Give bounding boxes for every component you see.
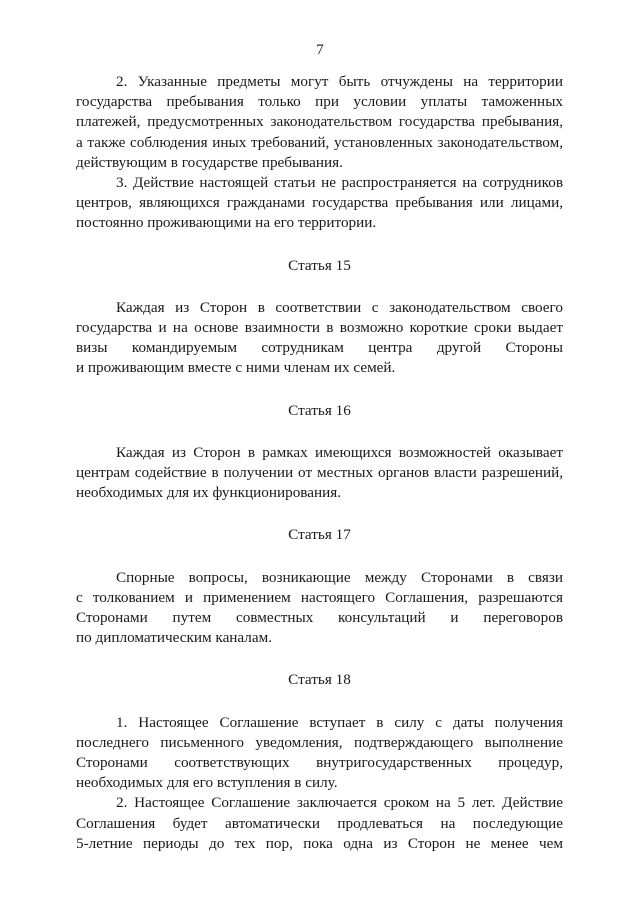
- paragraph-line: 1. Настоящее Соглашение вступает в силу с даты получения: [116, 713, 563, 731]
- paragraph: [76, 173, 563, 234]
- paragraph-line: платежей, предусмотренных законодательством государства пребывания,: [76, 113, 563, 131]
- spacer: [76, 546, 563, 568]
- paragraph-line: Сторонами соответствующих внутригосударственных процедур,: [76, 754, 563, 772]
- spacer: [76, 691, 563, 713]
- paragraph-line: постоянно проживающими на его территории.: [76, 214, 377, 232]
- paragraph-line: государства и на основе взаимности в возможно короткие сроки выдает: [76, 319, 563, 337]
- paragraph-line: центрам содействие в получении от местных органов власти разрешений,: [76, 464, 563, 482]
- paragraph-line: последнего письменного уведомления, подтверждающего выполнение: [76, 733, 563, 751]
- paragraph-line: Каждая из Сторон в соответствии с законодательством своего: [116, 298, 563, 316]
- spacer: [76, 503, 563, 525]
- spacer: [76, 379, 563, 401]
- paragraph: [76, 568, 563, 649]
- spacer: [76, 276, 563, 298]
- paragraph: [76, 443, 563, 504]
- paragraph: [76, 298, 563, 379]
- spacer: [76, 648, 563, 670]
- paragraph-line: 2. Указанные предметы могут быть отчуждены на территории: [116, 73, 563, 90]
- paragraph-line: визы командируемым сотрудникам центра другой Стороны: [76, 339, 563, 357]
- article-heading: Статья 17: [288, 526, 351, 544]
- paragraph-line: по дипломатическим каналам.: [76, 629, 273, 647]
- document-body: [76, 72, 563, 854]
- page-number: 7: [316, 42, 324, 58]
- article-heading: Статья 18: [288, 671, 351, 689]
- paragraph: [76, 793, 563, 854]
- spacer: [76, 234, 563, 256]
- paragraph-line: и проживающим вместе с ними членам их семей.: [76, 359, 396, 377]
- paragraph-line: Соглашения будет автоматически продлеваться на последующие: [76, 814, 563, 832]
- paragraph-line: государства пребывания только при условии уплаты таможенных: [76, 93, 563, 111]
- spacer: [76, 421, 563, 443]
- article-heading: Статья 16: [288, 401, 351, 419]
- paragraph-line: а также соблюдения иных требований, установленных законодательством,: [76, 133, 563, 151]
- paragraph-line: Каждая из Сторон в рамках имеющихся возможностей оказывает: [116, 443, 563, 461]
- paragraph-line: 5-летние периоды до тех пор, пока одна из Сторон не менее чем: [76, 834, 563, 852]
- paragraph-line: Сторонами путем совместных консультаций и переговоров: [76, 609, 563, 627]
- paragraph: [76, 72, 563, 173]
- paragraph-line: с толкованием и применением настоящего Соглашения, разрешаются: [76, 588, 563, 606]
- paragraph-line: Спорные вопросы, возникающие между Сторонами в связи: [116, 568, 563, 586]
- paragraph-line: центров, являющихся гражданами государства пребывания или лицами,: [76, 194, 563, 212]
- paragraph: [76, 713, 563, 794]
- paragraph-line: действующим в государстве пребывания.: [76, 153, 343, 171]
- paragraph-line: 2. Настоящее Соглашение заключается сроком на 5 лет. Действие: [116, 794, 563, 812]
- paragraph-line: 3. Действие настоящей статьи не распространяется на сотрудников: [116, 174, 563, 192]
- paragraph-line: необходимых для их функционирования.: [76, 484, 342, 502]
- article-heading: Статья 15: [288, 256, 351, 274]
- paragraph-line: необходимых для его вступления в силу.: [76, 774, 338, 792]
